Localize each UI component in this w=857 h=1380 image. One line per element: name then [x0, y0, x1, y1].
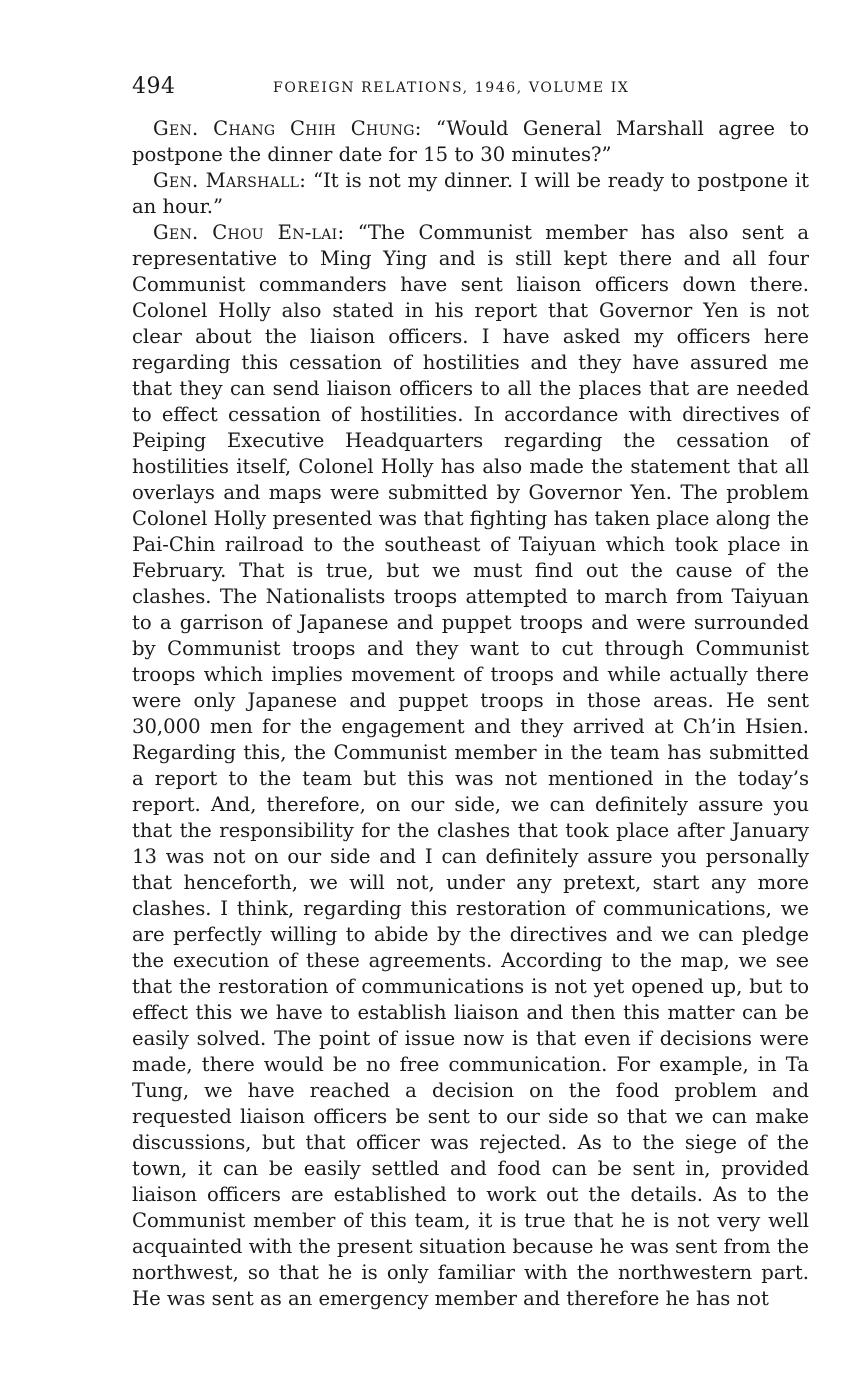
speaker-name: Gen. Chou En-lai: [153, 221, 345, 244]
speaker-name: Gen. Chang Chih Chung: [153, 117, 422, 140]
running-head: FOREIGN RELATIONS, 1946, VOLUME IX [273, 80, 630, 96]
paragraph [132, 116, 809, 168]
paragraph [132, 220, 809, 1312]
paragraph-text: “The Communist member has also sent a representative to Ming Ying and is still kept there and all four Communist commanders have sent liaison officers down there. Colonel Holly also stated in his report that Governor Yen is not clear about the liaison officers. I have asked my officers here regarding this cessation of hostilities and they have assured me that they can send liaison officers to all the places that are needed to effect cessation of hostilities. In accordance with directives of Peiping Executive Headquarters regarding the cessation of hostilities itself, Colonel Holly has also made the statement that all overlays and maps were submitted by Governor Yen. The problem Colonel Holly presented was that fighting has taken place along the Pai-Chin railroad to the southeast of Taiyuan which took place in February. That is true, but we must find out the cause of the clashes. The Nationalists troops attempted to march from Taiyuan to a garrison of Japanese and puppet troops and were surrounded by Communist troops and they want to cut through Communist troops which implies movement of troops and while actually there were only Japanese and puppet troops in those areas. He sent 30,000 men for the engagement and they arrived at Ch’in Hsien. Regarding this, the Communist member in the team has submitted a report to the team but this was not mentioned in the today’s report. And, therefore, on our side, we can definitely assure you that the responsibility for the clashes that took place after January 13 was not on our side and I can definitely assure you personally that henceforth, we will not, under any pretext, start any more clashes. I think, regarding this restoration of communications, we are perfectly willing to abide by the directives and we can pledge the execution of these agreements. According to the map, we see that the restoration of communications is not yet opened up, but to effect this we have to establish liaison and then this matter can be easily solved. The point of issue now is that even if decisions were made, there would be no free communication. For example, in Ta Tung, we have reached a decision on the food problem and requested liaison officers be sent to our side so that we can make discussions, but that officer was rejected. As to the siege of the town, it can be easily settled and food can be sent in, provided liaison officers are established to work out the details. As to the Communist member of this team, it is true that he is not very well acquainted with the present situation because he was sent from the northwest, so that he is only familiar with the northwestern part. He was sent as an emergency member and therefore he has not [132, 221, 809, 1310]
speaker-name: Gen. Marshall: [153, 169, 307, 192]
page-number: 494 [132, 74, 176, 99]
paragraph [132, 168, 809, 220]
body-text [132, 116, 809, 1312]
paragraph-text: “Would General Marshall agree to postpone the dinner date for 15 to 30 minutes?” [132, 117, 809, 166]
page-header [132, 74, 812, 104]
paragraph-text: “It is not my dinner. I will be ready to postpone it an hour.” [132, 169, 809, 218]
